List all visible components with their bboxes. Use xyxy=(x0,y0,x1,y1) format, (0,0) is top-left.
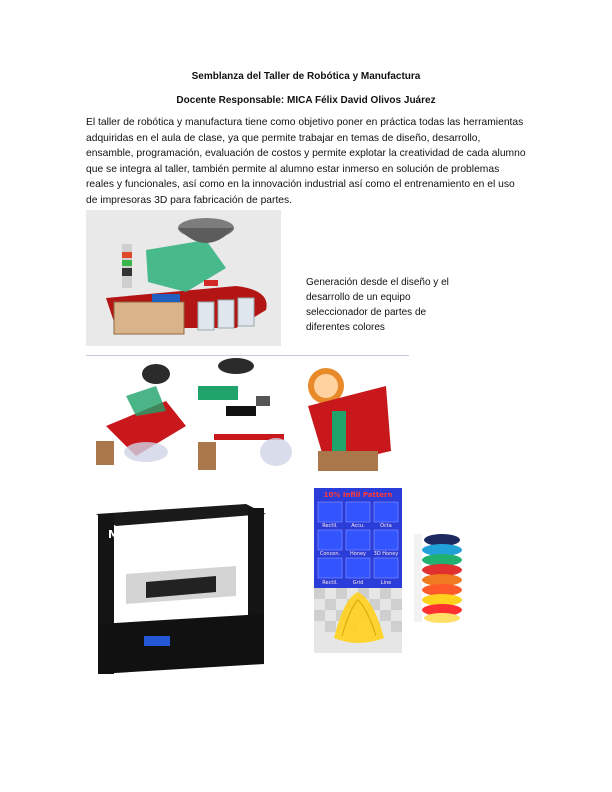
page-title: Semblanza del Taller de Robótica y Manufactura xyxy=(191,71,421,82)
infill-label: Rectil. xyxy=(322,523,338,529)
page-subtitle: Docente Responsable: MICA Félix David Olivos Juárez xyxy=(176,95,436,106)
infill-label: Concen. xyxy=(319,551,341,557)
infill-label: Line xyxy=(380,580,392,586)
cad-views-image xyxy=(86,355,409,481)
filament-spools-image xyxy=(408,530,468,626)
infill-label: Accu. xyxy=(351,523,365,529)
infill-title: 10% Infill Pattern xyxy=(323,491,393,499)
printer-brand-label: MINIFAB3D xyxy=(108,528,177,541)
infill-label: Grid xyxy=(352,580,364,586)
infill-pattern-image xyxy=(314,488,402,653)
infill-label: 3D Honey xyxy=(373,551,399,557)
3d-printer-image xyxy=(86,496,276,690)
intro-paragraph: El taller de robótica y manufactura tiene como objetivo poner en práctica todas las herramientas adquiridas en el aula de clase, ya que permite trabajar en temas de diseño, desarrollo, ensamble, programación, evaluación de costos y permite explotar la creatividad de cada alumno que se integra al taller, también permite al alumno estar inmerso en solución de problemas reales y funcionales, así como en la innovación industrial así como el entrenamiento en el uso de impresoras 3D para fabricación de partes. xyxy=(86,117,526,206)
infill-label: Rectil. xyxy=(322,580,338,586)
infill-label: Octa xyxy=(380,523,392,529)
figure-caption: Generación desde el diseño y el desarrollo de un equipo seleccionador de partes de diferentes colores xyxy=(306,277,449,333)
sorter-machine-image xyxy=(86,210,281,346)
infill-label: Honey xyxy=(349,551,367,557)
